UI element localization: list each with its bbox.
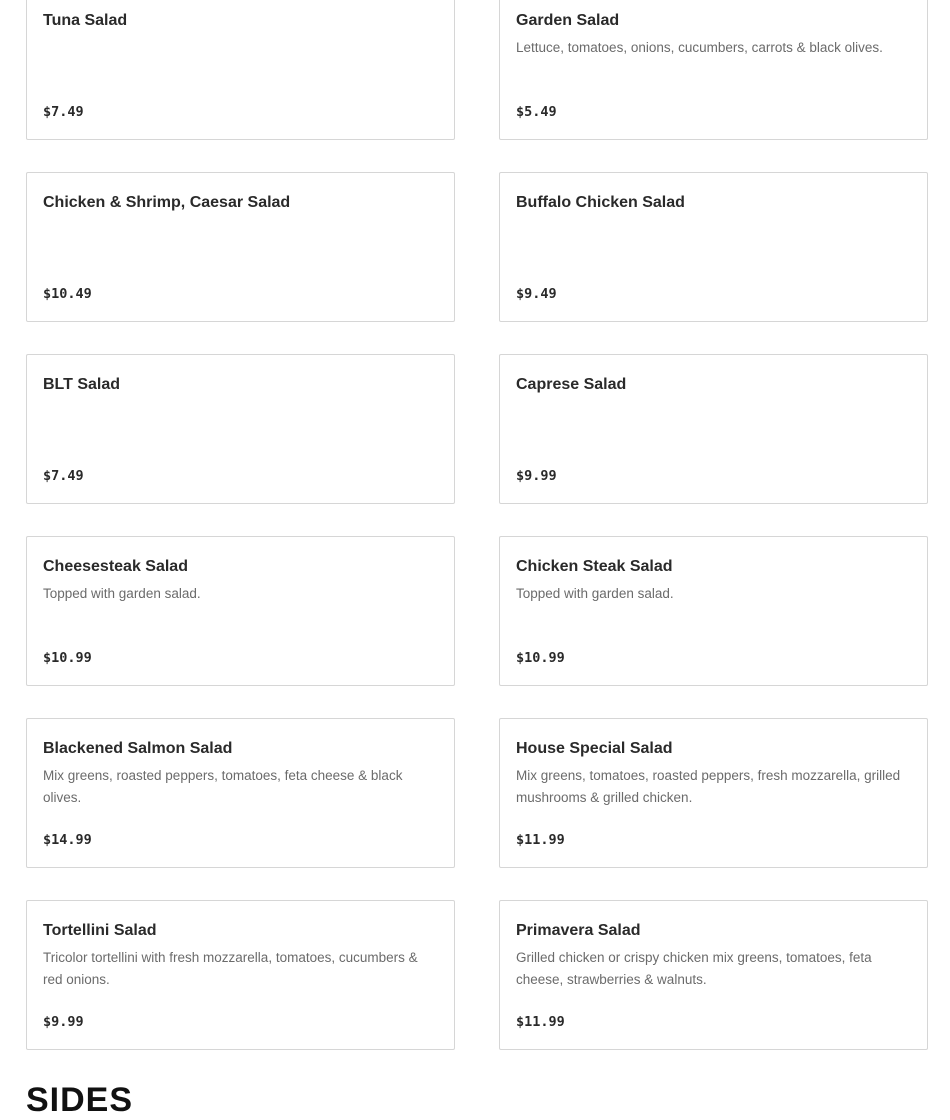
- menu-item-price: $10.49: [43, 286, 92, 302]
- menu-item-price: $7.49: [43, 104, 84, 120]
- menu-item-name: Tortellini Salad: [43, 922, 157, 939]
- menu-item-card-primavera-salad[interactable]: [499, 900, 928, 1050]
- menu-item-card-blt-salad[interactable]: [26, 354, 455, 504]
- menu-item-description: Topped with garden salad.: [516, 586, 674, 601]
- menu-item-card-house-special-salad[interactable]: [499, 718, 928, 868]
- menu-item-price: $11.99: [516, 832, 565, 848]
- menu-item-description: Mix greens, tomatoes, roasted peppers, fresh mozzarella, grilled mushrooms & grilled chicken.: [516, 768, 901, 805]
- menu-item-name: Tuna Salad: [43, 12, 128, 29]
- menu-item-description: Tricolor tortellini with fresh mozzarella, tomatoes, cucumbers & red onions.: [43, 950, 418, 987]
- menu-item-name: Chicken & Shrimp, Caesar Salad: [43, 194, 291, 211]
- menu-item-card-tuna-salad[interactable]: [26, 0, 455, 140]
- menu-item-price: $7.49: [43, 468, 84, 484]
- menu-item-card-caprese-salad[interactable]: [499, 354, 928, 504]
- menu-item-grid: [26, 0, 928, 1050]
- menu-item-name: BLT Salad: [43, 376, 121, 393]
- menu-item-description: Mix greens, roasted peppers, tomatoes, feta cheese & black olives.: [43, 768, 403, 805]
- menu-item-card-buffalo-chicken-salad[interactable]: [499, 172, 928, 322]
- menu-item-price: $9.99: [516, 468, 557, 484]
- menu-item-description: Grilled chicken or crispy chicken mix greens, tomatoes, feta cheese, strawberries & walnuts.: [516, 950, 872, 987]
- menu-item-description: Topped with garden salad.: [43, 586, 201, 601]
- section-title-sides: SIDES: [26, 1081, 134, 1119]
- menu-item-card-chicken-shrimp-caesar-salad[interactable]: [26, 172, 455, 322]
- menu-item-name: Chicken Steak Salad: [516, 558, 673, 575]
- menu-item-price: $5.49: [516, 104, 557, 120]
- menu-item-name: Blackened Salmon Salad: [43, 740, 233, 757]
- menu-item-price: $9.99: [43, 1014, 84, 1030]
- menu-item-card-chicken-steak-salad[interactable]: [499, 536, 928, 686]
- menu-item-price: $9.49: [516, 286, 557, 302]
- menu-item-price: $10.99: [516, 650, 565, 666]
- menu-item-price: $10.99: [43, 650, 92, 666]
- menu-item-name: Primavera Salad: [516, 922, 641, 939]
- menu-item-name: Garden Salad: [516, 12, 620, 29]
- menu-item-card-cheesesteak-salad[interactable]: [26, 536, 455, 686]
- menu-item-price: $11.99: [516, 1014, 565, 1030]
- menu-item-name: Caprese Salad: [516, 376, 627, 393]
- menu-item-name: Cheesesteak Salad: [43, 558, 188, 575]
- menu-item-description: Lettuce, tomatoes, onions, cucumbers, carrots & black olives.: [516, 40, 883, 55]
- menu-item-card-garden-salad[interactable]: [499, 0, 928, 140]
- menu-item-name: Buffalo Chicken Salad: [516, 194, 685, 211]
- menu-item-card-blackened-salmon-salad[interactable]: [26, 718, 455, 868]
- menu-item-price: $14.99: [43, 832, 92, 848]
- menu-item-card-tortellini-salad[interactable]: [26, 900, 455, 1050]
- menu-item-name: House Special Salad: [516, 740, 673, 757]
